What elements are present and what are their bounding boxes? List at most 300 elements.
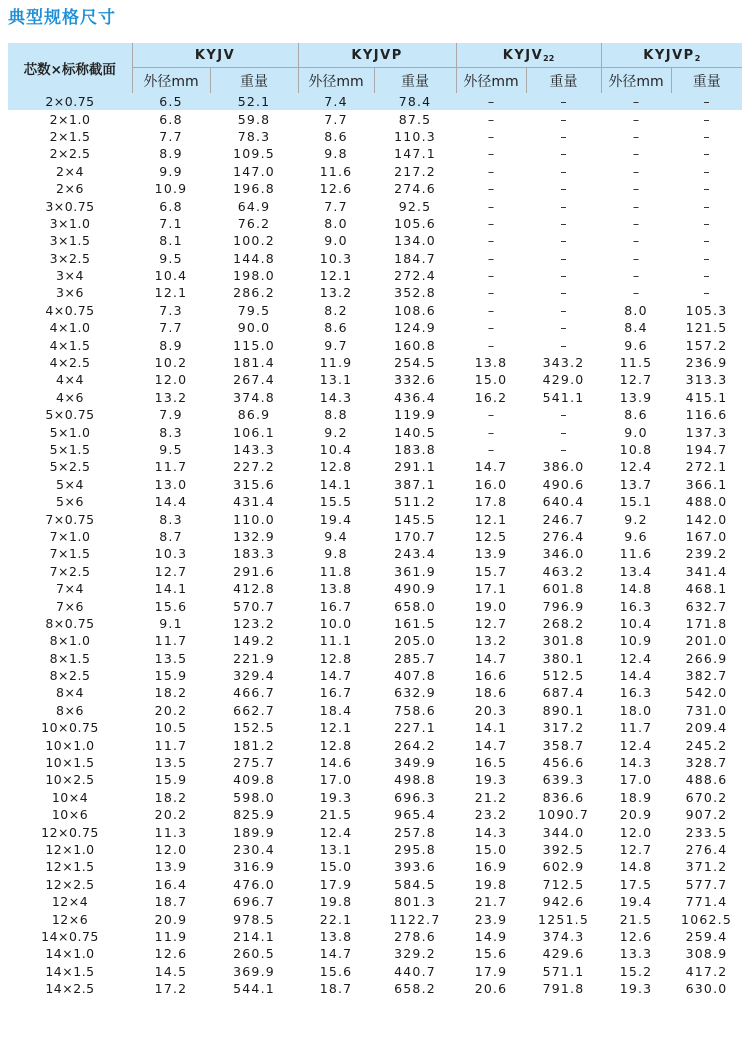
kyjv-od-cell: 8.7	[159, 528, 183, 544]
table-row	[8, 110, 742, 127]
kyjv-weight-cell: 267.4	[233, 372, 275, 388]
kyjv-od-cell: 11.7	[154, 459, 188, 475]
kyjv-od-cell: 18.2	[154, 685, 188, 701]
kyjv22-weight-cell: 712.5	[542, 876, 585, 892]
kyjvp-weight-cell: 140.5	[394, 424, 436, 440]
kyjv-od-cell: 7.7	[159, 128, 183, 144]
od-header: 外径mm	[601, 68, 671, 94]
kyjv-weight-cell: 152.5	[233, 720, 275, 736]
kyjv22-od-cell: 12.1	[474, 511, 508, 527]
spec-cell: 4×0.75	[45, 302, 95, 318]
table-row	[8, 197, 742, 214]
kyjvp2-weight-cell: 259.4	[685, 928, 728, 944]
kyjv-od-cell: 18.7	[154, 894, 188, 910]
kyjv-od-cell: 15.9	[154, 668, 188, 684]
kyjvp2-weight-cell: 245.2	[685, 737, 728, 753]
kyjvp2-od-cell: 9.2	[624, 511, 648, 527]
kyjvp-weight-cell: 285.7	[394, 650, 436, 666]
kyjvp-od-cell: 22.1	[319, 911, 353, 927]
kyjvp2-od-cell: 14.3	[619, 755, 653, 771]
kyjvp2-weight-cell: 488.0	[685, 494, 728, 510]
kyjvp-od-cell: 11.8	[319, 563, 353, 579]
table-row	[8, 267, 742, 284]
kyjvp2-od-cell: 17.5	[619, 876, 653, 892]
table-row	[8, 319, 742, 336]
kyjvp2-od-cell: 13.7	[619, 476, 653, 492]
kyjv22-weight-cell: 343.2	[542, 355, 585, 371]
kyjvp-od-cell: 10.3	[319, 250, 353, 266]
spec-cell: 14×1.0	[45, 946, 95, 962]
kyjvp2-weight-cell: –	[703, 233, 710, 249]
kyjvp-weight-cell: 352.8	[394, 285, 436, 301]
kyjv22-weight-cell: 796.9	[542, 598, 585, 614]
kyjvp2-weight-cell: 417.2	[685, 963, 728, 979]
kyjv22-od-cell: 12.7	[474, 615, 508, 631]
kyjvp-od-cell: 8.2	[324, 302, 348, 318]
kyjv22-weight-cell: 429.0	[542, 372, 585, 388]
kyjv22-od-cell: 19.8	[474, 876, 508, 892]
kyjv22-od-cell: 14.3	[474, 824, 508, 840]
kyjv-od-cell: 10.2	[154, 355, 188, 371]
kyjvp-od-cell: 9.8	[324, 546, 348, 562]
spec-cell: 8×1.5	[49, 650, 91, 666]
kyjv-weight-cell: 662.7	[233, 702, 275, 718]
kyjvp-od-cell: 11.1	[319, 633, 353, 649]
kyjvp-weight-cell: 147.1	[394, 146, 436, 162]
kyjv22-od-cell: 19.0	[474, 598, 508, 614]
kyjv-weight-cell: 106.1	[233, 424, 275, 440]
kyjv22-weight-cell: 374.3	[542, 928, 585, 944]
kyjv22-weight-cell: 639.3	[542, 772, 585, 788]
spec-cell: 5×4	[56, 476, 84, 492]
kyjv22-od-cell: 16.0	[474, 476, 508, 492]
table-row	[8, 684, 742, 701]
kyjvp-weight-cell: 254.5	[394, 355, 436, 371]
spec-cell: 3×4	[56, 268, 84, 284]
kyjvp-od-cell: 14.7	[319, 668, 353, 684]
kyjv-od-cell: 11.7	[154, 737, 188, 753]
kyjvp-weight-cell: 1122.7	[389, 911, 441, 927]
kyjv-weight-cell: 431.4	[233, 494, 275, 510]
table-row	[8, 250, 742, 267]
kyjvp-weight-cell: 361.9	[394, 563, 436, 579]
table-row	[8, 910, 742, 927]
kyjv22-weight-cell: 456.6	[542, 755, 585, 771]
kyjv22-weight-cell: 1090.7	[538, 807, 589, 823]
kyjvp2-weight-cell: 308.9	[685, 946, 728, 962]
kyjv-weight-cell: 825.9	[233, 807, 275, 823]
kyjv-od-cell: 13.9	[154, 859, 188, 875]
kyjvp-weight-cell: 511.2	[394, 494, 436, 510]
kyjv22-weight-cell: 602.9	[542, 859, 585, 875]
kyjvp2-weight-cell: 366.1	[685, 476, 728, 492]
kyjv-od-cell: 13.5	[154, 650, 188, 666]
kyjv22-weight-cell: –	[560, 442, 567, 457]
kyjv22-od-cell: 13.8	[474, 355, 508, 371]
kyjv22-weight-cell: 392.5	[542, 841, 585, 857]
kyjv-weight-cell: 315.6	[233, 476, 275, 492]
kyjvp-od-cell: 8.0	[324, 215, 348, 231]
kyjv22-od-cell: –	[487, 442, 495, 457]
kyjv-weight-cell: 189.9	[233, 824, 275, 840]
kyjvp-od-cell: 12.8	[319, 650, 353, 666]
kyjv22-od-cell: 20.3	[474, 702, 508, 718]
kyjv-od-cell: 7.1	[159, 215, 183, 231]
kyjvp2-weight-cell: 233.5	[685, 824, 728, 840]
kyjv-od-cell: 9.5	[159, 250, 183, 266]
spec-cell: 7×0.75	[45, 511, 95, 527]
kyjv-weight-cell: 76.2	[237, 215, 271, 231]
kyjvp-weight-cell: 329.2	[394, 946, 436, 962]
kyjvp2-od-cell: –	[632, 233, 640, 249]
table-row	[8, 719, 742, 736]
kyjv22-od-cell: –	[487, 111, 495, 127]
kyjvp2-od-cell: –	[601, 93, 671, 110]
kyjv-weight-cell: 52.1	[210, 93, 298, 110]
kyjvp2-weight-cell: 121.5	[685, 320, 728, 336]
kyjvp-od-cell: 12.6	[319, 181, 353, 197]
kyjvp2-od-cell: 13.3	[619, 946, 653, 962]
kyjvp2-weight-cell: 105.3	[685, 302, 728, 318]
kyjvp-od-cell: 7.7	[324, 111, 348, 127]
kyjv-weight-cell: 100.2	[233, 233, 275, 249]
kyjvp-od-cell: 14.7	[319, 946, 353, 962]
kyjvp2-od-cell: 11.6	[619, 546, 653, 562]
kyjv22-od-cell: 17.8	[474, 494, 508, 510]
kyjvp2-weight-cell: 371.2	[685, 859, 728, 875]
spec-cell: 7×2.5	[49, 563, 91, 579]
kyjvp2-weight-cell: 276.4	[685, 841, 728, 857]
kyjvp2-od-cell: 21.5	[619, 911, 653, 927]
kyjvp-weight-cell: 332.6	[394, 372, 436, 388]
table-row	[8, 215, 742, 232]
kyjvp2-weight-cell: 236.9	[685, 355, 728, 371]
kyjvp-od-cell: 9.8	[324, 146, 348, 162]
kyjvp-od-cell: 13.1	[319, 372, 353, 388]
kyjv-weight-cell: 544.1	[233, 981, 275, 997]
table-row	[8, 597, 742, 614]
kyjvp2-weight-cell: 632.7	[685, 598, 728, 614]
kyjv22-weight-cell: 386.0	[542, 459, 585, 475]
kyjv-od-cell: 8.9	[159, 337, 183, 353]
kyjv22-weight-cell: 601.8	[542, 581, 585, 597]
kyjv22-weight-cell: 268.2	[542, 615, 585, 631]
kyjv-od-cell: 6.5	[132, 93, 210, 110]
kyjv22-weight-cell: 942.6	[542, 894, 585, 910]
kyjvp-od-cell: 12.8	[319, 459, 353, 475]
table-row	[8, 145, 742, 162]
kyjv-weight-cell: 476.0	[233, 876, 275, 892]
od-header: 外径mm	[456, 68, 526, 94]
kyjv22-od-cell: 17.9	[474, 963, 508, 979]
kyjvp2-od-cell: 8.4	[624, 320, 648, 336]
table-row	[8, 736, 742, 753]
spec-cell: 10×6	[51, 807, 89, 823]
kyjv22-od-cell: 15.0	[474, 841, 508, 857]
spec-cell: 4×2.5	[49, 355, 91, 371]
spec-cell: 8×4	[56, 685, 84, 701]
kyjv22-weight-cell: –	[560, 302, 567, 318]
kyjv22-weight-cell: –	[560, 198, 567, 214]
spec-cell: 2×2.5	[49, 146, 91, 162]
kyjvp-weight-cell: 183.8	[394, 442, 436, 457]
kyjvp-weight-cell: 696.3	[394, 789, 436, 805]
spec-cell: 2×1.5	[49, 128, 91, 144]
kyjvp2-od-cell: 10.9	[619, 633, 653, 649]
kyjvp2-od-cell: –	[632, 250, 640, 266]
table-row	[8, 458, 742, 475]
spec-table-body	[8, 93, 742, 997]
kyjv22-od-cell: 16.5	[474, 755, 508, 771]
kyjvp2-weight-cell: 142.0	[685, 511, 728, 527]
kyjvp2-od-cell: 9.6	[624, 337, 648, 353]
kyjvp2-weight-cell: 488.6	[685, 772, 728, 788]
kyjvp-weight-cell: 407.8	[394, 668, 436, 684]
kyjv-od-cell: 17.2	[154, 981, 188, 997]
kyjvp2-weight-cell: 194.7	[685, 442, 728, 457]
kyjvp-weight-cell: 436.4	[394, 389, 436, 405]
kyjvp-od-cell: 9.2	[324, 424, 348, 440]
kyjvp-od-cell: 13.1	[319, 841, 353, 857]
kyjv-od-cell: 20.2	[154, 702, 188, 718]
spec-cell: 5×1.0	[49, 424, 91, 440]
kyjv22-weight-cell: 276.4	[542, 528, 585, 544]
table-row	[8, 354, 742, 371]
kyjv22-od-cell: –	[487, 146, 495, 162]
kyjvp2-od-cell: 10.4	[619, 615, 653, 631]
kyjvp-weight-cell: 92.5	[398, 198, 432, 214]
kyjv-weight-cell: 109.5	[233, 146, 275, 162]
kyjvp-weight-cell: 393.6	[394, 859, 436, 875]
kyjvp-weight-cell: 134.0	[394, 233, 436, 249]
spec-cell: 14×0.75	[41, 928, 99, 944]
kyjvp-weight-cell: 658.2	[394, 981, 436, 997]
kyjv22-weight-cell: 890.1	[542, 702, 585, 718]
table-row	[8, 580, 742, 597]
kyjv22-od-cell: 16.6	[474, 668, 508, 684]
kyjv-weight-cell: 214.1	[233, 928, 275, 944]
kyjvp-od-cell: 12.8	[319, 737, 353, 753]
spec-cell: 7×1.0	[49, 528, 91, 544]
kyjvp2-weight-cell: –	[703, 163, 710, 179]
kyjvp2-od-cell: 14.8	[619, 581, 653, 597]
kyjv-od-cell: 15.6	[154, 598, 188, 614]
kyjvp2-od-cell: 11.5	[619, 355, 653, 371]
kyjv22-weight-cell: –	[560, 215, 567, 231]
kyjv22-od-cell: 20.6	[474, 981, 508, 997]
table-row	[8, 754, 742, 771]
spec-table	[8, 43, 742, 997]
kyjvp-od-cell: 15.0	[319, 859, 353, 875]
kyjv22-weight-cell: 512.5	[542, 668, 585, 684]
kyjvp-od-cell: 15.5	[319, 494, 353, 510]
kyjvp2-od-cell: 9.0	[624, 424, 648, 440]
kyjvp2-od-cell: 18.9	[619, 789, 653, 805]
kyjv-od-cell: 14.1	[154, 581, 188, 597]
kyjvp2-od-cell: 20.9	[619, 807, 653, 823]
kyjv-od-cell: 11.7	[154, 633, 188, 649]
spec-cell: 12×6	[51, 911, 89, 927]
kyjvp-weight-cell: 295.8	[394, 841, 436, 857]
kyjvp2-weight-cell: –	[703, 198, 710, 214]
kyjvp2-od-cell: 12.6	[619, 928, 653, 944]
kyjv-weight-cell: 466.7	[233, 685, 275, 701]
kyjv-weight-cell: 64.9	[237, 198, 271, 214]
kyjvp2-weight-cell: 382.7	[685, 668, 728, 684]
spec-cell: 2×1.0	[49, 111, 91, 127]
kyjvp2-weight-cell: 341.4	[685, 563, 728, 579]
kyjvp-weight-cell: 145.5	[394, 511, 436, 527]
table-row	[8, 545, 742, 562]
kyjvp2-weight-cell: –	[703, 111, 710, 127]
kyjvp-od-cell: 10.4	[319, 442, 353, 457]
spec-cell: 2×6	[56, 181, 84, 197]
spec-cell: 4×1.5	[49, 337, 91, 353]
spec-cell: 2×0.75	[8, 93, 132, 110]
weight-header: 重量	[374, 68, 456, 94]
kyjvp-weight-cell: 119.9	[394, 407, 436, 423]
spec-cell: 8×2.5	[49, 668, 91, 684]
kyjvp2-weight-cell: 171.8	[685, 615, 728, 631]
kyjvp-od-cell: 8.6	[324, 320, 348, 336]
kyjvp-weight-cell: 758.6	[394, 702, 436, 718]
kyjvp-od-cell: 18.7	[319, 981, 353, 997]
kyjv22-od-cell: 23.2	[474, 807, 508, 823]
kyjv22-od-cell: –	[487, 424, 495, 440]
kyjv-weight-cell: 316.9	[233, 859, 275, 875]
table-row	[8, 823, 742, 840]
kyjvp-od-cell: 16.7	[319, 685, 353, 701]
kyjvp2-od-cell: 8.0	[624, 302, 648, 318]
kyjv-od-cell: 13.0	[154, 476, 188, 492]
kyjv-weight-cell: 598.0	[233, 789, 275, 805]
spec-cell: 3×1.5	[49, 233, 91, 249]
kyjv22-od-cell: –	[487, 302, 495, 318]
kyjvp2-od-cell: 11.7	[619, 720, 653, 736]
kyjv-weight-cell: 291.6	[233, 563, 275, 579]
kyjv-weight-cell: 78.3	[237, 128, 271, 144]
kyjv-od-cell: 9.1	[159, 615, 183, 631]
kyjv22-weight-cell: 344.0	[542, 824, 585, 840]
kyjvp-od-cell: 13.8	[319, 928, 353, 944]
kyjv22-od-cell: 21.2	[474, 789, 508, 805]
kyjv22-weight-cell: 358.7	[542, 737, 585, 753]
kyjvp-od-cell: 14.1	[319, 476, 353, 492]
kyjv22-weight-cell: –	[560, 407, 567, 423]
kyjv-weight-cell: 198.0	[233, 268, 275, 284]
kyjv-od-cell: 18.2	[154, 789, 188, 805]
kyjv-weight-cell: 90.0	[237, 320, 271, 336]
kyjvp-weight-cell: 349.9	[394, 755, 436, 771]
kyjvp-weight-cell: 801.3	[394, 894, 436, 910]
kyjvp-weight-cell: 274.6	[394, 181, 436, 197]
kyjvp2-weight-cell: –	[703, 128, 710, 144]
kyjvp2-weight-cell: –	[703, 250, 710, 266]
table-row	[8, 93, 742, 110]
spec-cell: 14×1.5	[45, 963, 95, 979]
kyjvp-weight-cell: 217.2	[394, 163, 436, 179]
kyjvp-od-cell: 19.3	[319, 789, 353, 805]
kyjv-od-cell: 8.3	[159, 511, 183, 527]
kyjvp2-weight-cell: 272.1	[685, 459, 728, 475]
kyjv22-od-cell: –	[487, 181, 495, 197]
kyjvp-weight-cell: 170.7	[394, 528, 436, 544]
kyjvp2-od-cell: –	[632, 285, 640, 301]
kyjvp2-od-cell: –	[632, 215, 640, 231]
kyjv22-od-cell: 14.7	[474, 737, 508, 753]
kyjvp2-od-cell: –	[632, 146, 640, 162]
group-header-kyjvp: KYJVP	[298, 43, 456, 68]
kyjvp-weight-cell: 291.1	[394, 459, 436, 475]
kyjvp-od-cell: 10.0	[319, 615, 353, 631]
table-row	[8, 806, 742, 823]
kyjv22-weight-cell: –	[560, 424, 567, 440]
weight-header: 重量	[526, 68, 601, 94]
kyjvp2-od-cell: 12.7	[619, 372, 653, 388]
page-title: 典型规格尺寸	[8, 8, 116, 28]
kyjvp-od-cell: 18.4	[319, 702, 353, 718]
kyjv-weight-cell: 374.8	[233, 389, 275, 405]
kyjv-weight-cell: 275.7	[233, 755, 275, 771]
kyjvp2-weight-cell: –	[703, 146, 710, 162]
kyjv-od-cell: 10.9	[154, 181, 188, 197]
kyjvp-od-cell: 9.0	[324, 233, 348, 249]
kyjv22-weight-cell: –	[560, 146, 567, 162]
table-row	[8, 163, 742, 180]
kyjvp2-weight-cell: –	[703, 215, 710, 231]
spec-cell: 12×0.75	[41, 824, 99, 840]
spec-cell: 8×0.75	[45, 615, 95, 631]
kyjvp2-od-cell: 16.3	[619, 685, 653, 701]
table-row	[8, 284, 742, 301]
spec-cell: 4×6	[56, 389, 84, 405]
kyjv22-od-cell: 21.7	[474, 894, 508, 910]
kyjvp-weight-cell: 108.6	[394, 302, 436, 318]
table-row	[8, 441, 742, 458]
kyjvp2-od-cell: 16.3	[619, 598, 653, 614]
kyjv22-od-cell: –	[487, 163, 495, 179]
kyjvp2-weight-cell: –	[703, 268, 710, 284]
table-row	[8, 650, 742, 667]
kyjvp-od-cell: 8.6	[324, 128, 348, 144]
table-row	[8, 476, 742, 493]
kyjv22-od-cell: 14.7	[474, 459, 508, 475]
kyjvp2-weight-cell: 201.0	[685, 633, 728, 649]
kyjv22-od-cell: 18.6	[474, 685, 508, 701]
kyjvp-od-cell: 12.1	[319, 720, 353, 736]
kyjv-weight-cell: 412.8	[233, 581, 275, 597]
kyjvp-od-cell: 13.8	[319, 581, 353, 597]
kyjvp-od-cell: 15.6	[319, 963, 353, 979]
kyjv-od-cell: 12.0	[154, 841, 188, 857]
kyjvp-weight-cell: 658.0	[394, 598, 436, 614]
kyjvp-weight-cell: 387.1	[394, 476, 436, 492]
kyjv22-weight-cell: –	[560, 268, 567, 284]
kyjvp-od-cell: 12.1	[319, 268, 353, 284]
kyjvp2-od-cell: –	[632, 128, 640, 144]
kyjv-weight-cell: 181.2	[233, 737, 275, 753]
table-row	[8, 928, 742, 945]
kyjv22-od-cell: 16.2	[474, 389, 508, 405]
kyjv-od-cell: 12.7	[154, 563, 188, 579]
kyjv22-od-cell: 14.9	[474, 928, 508, 944]
kyjvp-weight-cell: 105.6	[394, 215, 436, 231]
kyjv22-weight-cell: –	[560, 163, 567, 179]
kyjv-weight-cell: 227.2	[233, 459, 275, 475]
kyjvp2-od-cell: –	[632, 181, 640, 197]
kyjv22-od-cell: –	[487, 233, 495, 249]
kyjv22-weight-cell: –	[560, 233, 567, 249]
